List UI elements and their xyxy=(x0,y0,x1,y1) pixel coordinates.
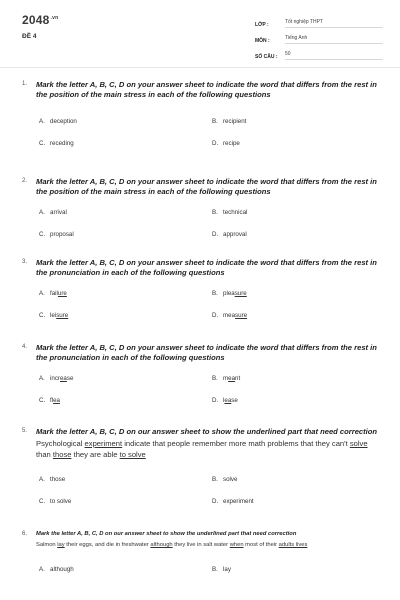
answer-options xyxy=(39,558,382,580)
answer-option[interactable] xyxy=(212,367,385,389)
underlined-part: when xyxy=(229,542,244,548)
site-logo[interactable] xyxy=(22,13,58,27)
passage-text: than xyxy=(36,449,53,459)
option-letter: D. xyxy=(212,497,219,505)
option-letter: C. xyxy=(39,311,46,319)
answer-option[interactable] xyxy=(212,110,385,132)
option-text-start: experiment xyxy=(223,497,254,505)
question-head xyxy=(22,80,382,100)
option-letter: C. xyxy=(39,497,46,505)
passage-text: Salmon xyxy=(36,542,58,548)
option-letter: A. xyxy=(39,208,45,216)
passage-text: most of their xyxy=(243,542,279,548)
exam-info xyxy=(255,14,383,62)
question-5 xyxy=(22,427,382,512)
option-letter: B. xyxy=(212,208,218,216)
option-text xyxy=(223,476,237,483)
option-text-start: approval xyxy=(223,230,247,238)
header-divider xyxy=(0,67,400,68)
option-text-start: fail xyxy=(50,289,58,297)
option-underlined: ure xyxy=(57,289,67,297)
option-text xyxy=(223,140,240,147)
underlined-part: adults lives xyxy=(278,542,308,548)
option-text xyxy=(223,566,231,573)
answer-options xyxy=(39,201,382,245)
answer-option[interactable] xyxy=(212,223,385,245)
option-text-start: l xyxy=(223,396,225,404)
subject-row xyxy=(255,30,383,44)
option-text xyxy=(223,209,247,216)
answer-options xyxy=(39,468,382,512)
option-text-start: fl xyxy=(50,396,54,404)
question-6 xyxy=(22,530,382,580)
answer-option[interactable] xyxy=(39,304,212,326)
underlined-part: lay xyxy=(57,542,65,548)
answer-options xyxy=(39,282,382,326)
question-2 xyxy=(22,177,382,245)
answer-options xyxy=(39,110,382,154)
option-text-start: plea xyxy=(223,289,235,297)
option-letter: B. xyxy=(212,117,218,125)
answer-option[interactable] xyxy=(39,389,212,411)
question-head xyxy=(22,258,382,278)
question-prompt: Mark the letter A, B, C, D on your answer sheet to indicate the word that differs from the rest in the position of the main stress in each of the following questions xyxy=(36,80,377,99)
answer-option[interactable] xyxy=(39,110,212,132)
question-number: 2. xyxy=(22,178,28,184)
underlined-part: to solve xyxy=(119,449,146,459)
option-text xyxy=(50,397,60,404)
question-number: 4. xyxy=(22,344,28,350)
option-text xyxy=(50,118,77,125)
option-letter: B. xyxy=(212,565,218,573)
option-text-start: lei xyxy=(50,311,57,319)
answer-option[interactable] xyxy=(212,132,385,154)
answer-option[interactable] xyxy=(39,558,212,580)
option-underlined: ea xyxy=(228,374,236,382)
underlined-part: those xyxy=(52,449,72,459)
subject-label: MÔN : xyxy=(255,38,270,44)
question-prompt: Mark the letter A, B, C, D on your answer sheet to indicate the word that differs from the rest in the pronunciation in each of the following questions xyxy=(36,258,377,277)
answer-option[interactable] xyxy=(39,468,212,490)
option-text-start: receding xyxy=(50,139,74,147)
option-underlined: sure xyxy=(56,311,69,319)
option-text-end: se xyxy=(231,396,238,404)
answer-option[interactable] xyxy=(212,389,385,411)
option-letter: A. xyxy=(39,289,45,297)
option-text-start: arrival xyxy=(50,208,67,216)
answer-option[interactable] xyxy=(39,132,212,154)
option-text xyxy=(50,375,73,382)
option-text-start: proposal xyxy=(50,230,74,238)
option-letter: D. xyxy=(212,396,219,404)
option-letter: D. xyxy=(212,139,219,147)
count-row xyxy=(255,46,383,60)
logo-text: 2048 xyxy=(22,13,50,27)
answer-option[interactable] xyxy=(39,490,212,512)
passage-text: indicate that people remember more math problems that they can't xyxy=(122,439,350,448)
option-text xyxy=(223,312,247,319)
passage-text: their eggs, and die in freshwater xyxy=(64,542,151,548)
question-number: 6. xyxy=(22,531,28,537)
answer-options xyxy=(39,367,382,411)
option-letter: A. xyxy=(39,117,45,125)
passage-text: they are able xyxy=(71,449,120,459)
option-text xyxy=(50,290,67,297)
option-text-end: se xyxy=(66,374,74,382)
option-text-start: m xyxy=(223,374,229,382)
question-1 xyxy=(22,80,382,154)
option-text xyxy=(50,209,67,216)
answer-option[interactable] xyxy=(212,490,385,512)
option-text-start: lay xyxy=(223,565,231,573)
question-prompt: Mark the letter A, B, C, D on our answer sheet to show the underlined part that need correction xyxy=(36,427,378,436)
question-prompt: Mark the letter A, B, C, D on your answer sheet to indicate the word that differs from the rest in the position of the main stress in each of the following questions xyxy=(36,177,377,196)
option-text-end: nt xyxy=(235,374,241,382)
question-passage xyxy=(36,439,382,460)
option-letter: D. xyxy=(212,311,219,319)
answer-option[interactable] xyxy=(212,468,385,490)
answer-option[interactable] xyxy=(39,367,212,389)
class-value: Tốt nghiệp THPT xyxy=(285,19,383,28)
option-underlined: ea xyxy=(224,396,232,404)
option-letter: B. xyxy=(212,475,218,483)
answer-option[interactable] xyxy=(212,201,385,223)
passage-text: they live in salt water xyxy=(172,542,230,548)
option-text xyxy=(223,118,246,125)
answer-option[interactable] xyxy=(39,201,212,223)
question-number: 1. xyxy=(22,81,28,87)
option-text xyxy=(223,498,254,505)
option-text-start: recipe xyxy=(223,139,240,147)
question-head xyxy=(22,343,382,363)
count-label: SỐ CÂU : xyxy=(255,54,278,60)
question-4 xyxy=(22,343,382,411)
underlined-part: although xyxy=(150,542,173,548)
exam-code: ĐỀ 4 xyxy=(22,33,37,40)
answer-option[interactable] xyxy=(39,282,212,304)
answer-option[interactable] xyxy=(212,558,385,580)
option-text-start: although xyxy=(50,565,74,573)
question-3 xyxy=(22,258,382,326)
option-text-start: technical xyxy=(223,208,248,216)
option-text xyxy=(50,566,74,573)
question-head xyxy=(22,530,382,539)
option-text xyxy=(223,375,240,382)
option-text xyxy=(50,140,74,147)
option-text-start: to solve xyxy=(50,497,72,505)
count-value: 50 xyxy=(285,51,383,60)
option-text-start: mea xyxy=(223,311,236,319)
option-text xyxy=(50,231,74,238)
option-text xyxy=(50,312,68,319)
underlined-part: solve xyxy=(349,439,368,448)
option-letter: C. xyxy=(39,230,46,238)
question-number: 5. xyxy=(22,428,28,434)
logo-suffix: .vn xyxy=(50,15,59,21)
option-letter: C. xyxy=(39,139,46,147)
option-underlined: ea xyxy=(59,374,67,382)
option-letter: D. xyxy=(212,230,219,238)
option-text-start: recipient xyxy=(223,117,247,125)
question-head xyxy=(22,427,382,437)
option-letter: B. xyxy=(212,374,218,382)
option-letter: A. xyxy=(39,475,45,483)
option-letter: A. xyxy=(39,374,45,382)
option-text-start: those xyxy=(50,475,66,483)
class-label: LỚP : xyxy=(255,22,269,28)
subject-value: Tiếng Anh xyxy=(285,35,383,44)
question-prompt: Mark the letter A, B, C, D on your answer sheet to indicate the word that differs from the rest in the pronunciation in each of the following questions xyxy=(36,343,377,362)
question-prompt: Mark the letter A, B, C, D on our answer sheet to show the underlined part that need correction xyxy=(36,531,297,537)
option-underlined: sure xyxy=(235,311,248,319)
option-text xyxy=(50,498,71,505)
option-text-start: deception xyxy=(50,117,77,125)
option-text-start: incr xyxy=(50,374,60,382)
class-row xyxy=(255,14,383,28)
option-underlined: ea xyxy=(53,396,60,404)
option-text xyxy=(223,290,247,297)
option-text xyxy=(50,476,65,483)
answer-option[interactable] xyxy=(212,304,385,326)
option-letter: B. xyxy=(212,289,218,297)
option-underlined: sure xyxy=(234,289,247,297)
question-head xyxy=(22,177,382,197)
answer-option[interactable] xyxy=(212,282,385,304)
option-text xyxy=(223,231,247,238)
option-letter: C. xyxy=(39,396,46,404)
option-text xyxy=(223,397,238,404)
passage-text: Psychological xyxy=(36,439,85,448)
option-letter: A. xyxy=(39,565,45,573)
option-text-start: solve xyxy=(223,475,238,483)
underlined-part: experiment xyxy=(84,439,123,448)
question-number: 3. xyxy=(22,259,28,265)
question-passage xyxy=(36,541,382,550)
answer-option[interactable] xyxy=(39,223,212,245)
